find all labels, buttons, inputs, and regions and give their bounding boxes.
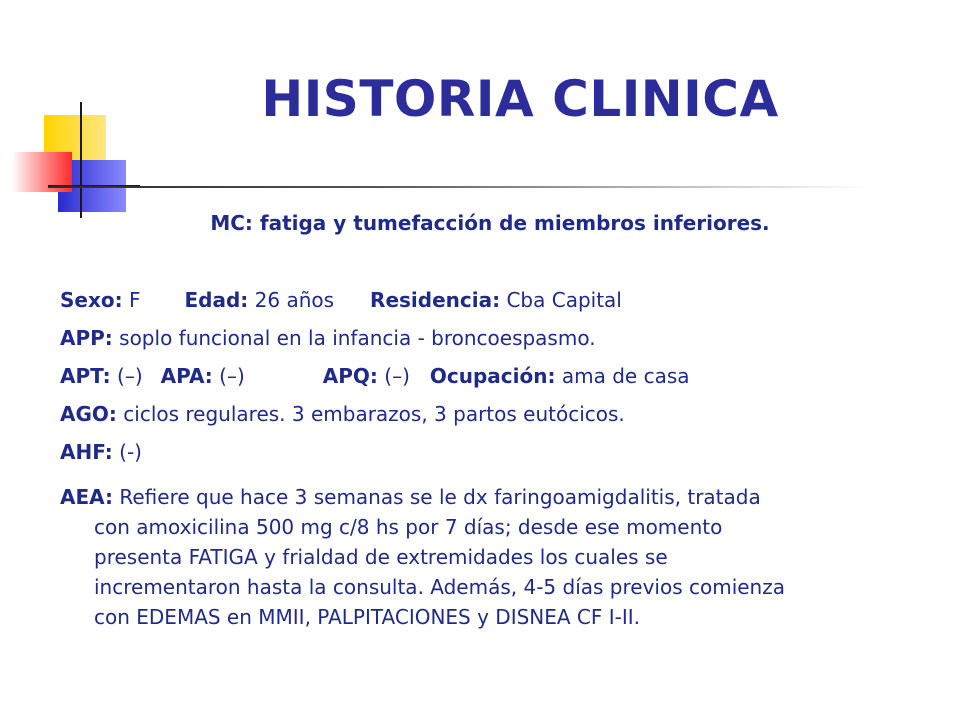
aea-line-5: con EDEMAS en MMII, PALPITACIONES y DISNEA CF I-II.: [94, 605, 641, 629]
aea-line-4: incrementaron hasta la consulta. Además, 4-5 días previos comienza: [94, 575, 785, 599]
apa-label: APA:: [160, 364, 213, 388]
line-sexo-edad-residencia: [60, 285, 622, 315]
edad-value: 26 años: [248, 288, 335, 312]
slide-title: HISTORIA CLINICA: [261, 70, 779, 128]
app-label: APP:: [60, 326, 113, 350]
apt-label: APT:: [60, 364, 111, 388]
line-ago: [60, 399, 625, 429]
residencia-value: Cba Capital: [500, 288, 622, 312]
ago-label: AGO:: [60, 402, 117, 426]
aea-label: AEA:: [60, 485, 113, 509]
sexo-value: F: [122, 288, 141, 312]
ago-value: ciclos regulares. 3 embarazos, 3 partos eutócicos.: [116, 402, 625, 426]
aea-paragraph: [60, 482, 920, 632]
residencia-label: Residencia:: [370, 288, 501, 312]
aea-line-1: [60, 482, 920, 512]
aea-text-1: Refiere que hace 3 semanas se le dx faringoamigdalitis, tratada: [113, 485, 761, 509]
apq-label: APQ:: [322, 364, 378, 388]
title-divider: [48, 186, 868, 188]
ocupacion-value: ama de casa: [555, 364, 690, 388]
line-ahf: [60, 437, 142, 467]
ocupacion-label: Ocupación:: [429, 364, 556, 388]
line-apt-apa-apq-ocupacion: [60, 361, 690, 391]
edad-label: Edad:: [184, 288, 249, 312]
ahf-label: AHF:: [60, 440, 113, 464]
aea-line-3: presenta FATIGA y frialdad de extremidades los cuales se: [94, 545, 668, 569]
apt-value: (–): [110, 364, 143, 388]
corner-decoration: [0, 0, 140, 230]
sexo-label: Sexo:: [60, 288, 123, 312]
app-value: soplo funcional en la infancia - broncoespasmo.: [112, 326, 596, 350]
apq-value: (–): [377, 364, 410, 388]
apa-value: (–): [212, 364, 245, 388]
subtitle-mc: MC: fatiga y tumefacción de miembros inferiores.: [210, 211, 770, 235]
line-app: [60, 323, 596, 353]
aea-line-2: con amoxicilina 500 mg c/8 hs por 7 días; desde ese momento: [94, 515, 723, 539]
ahf-value: (-): [112, 440, 142, 464]
